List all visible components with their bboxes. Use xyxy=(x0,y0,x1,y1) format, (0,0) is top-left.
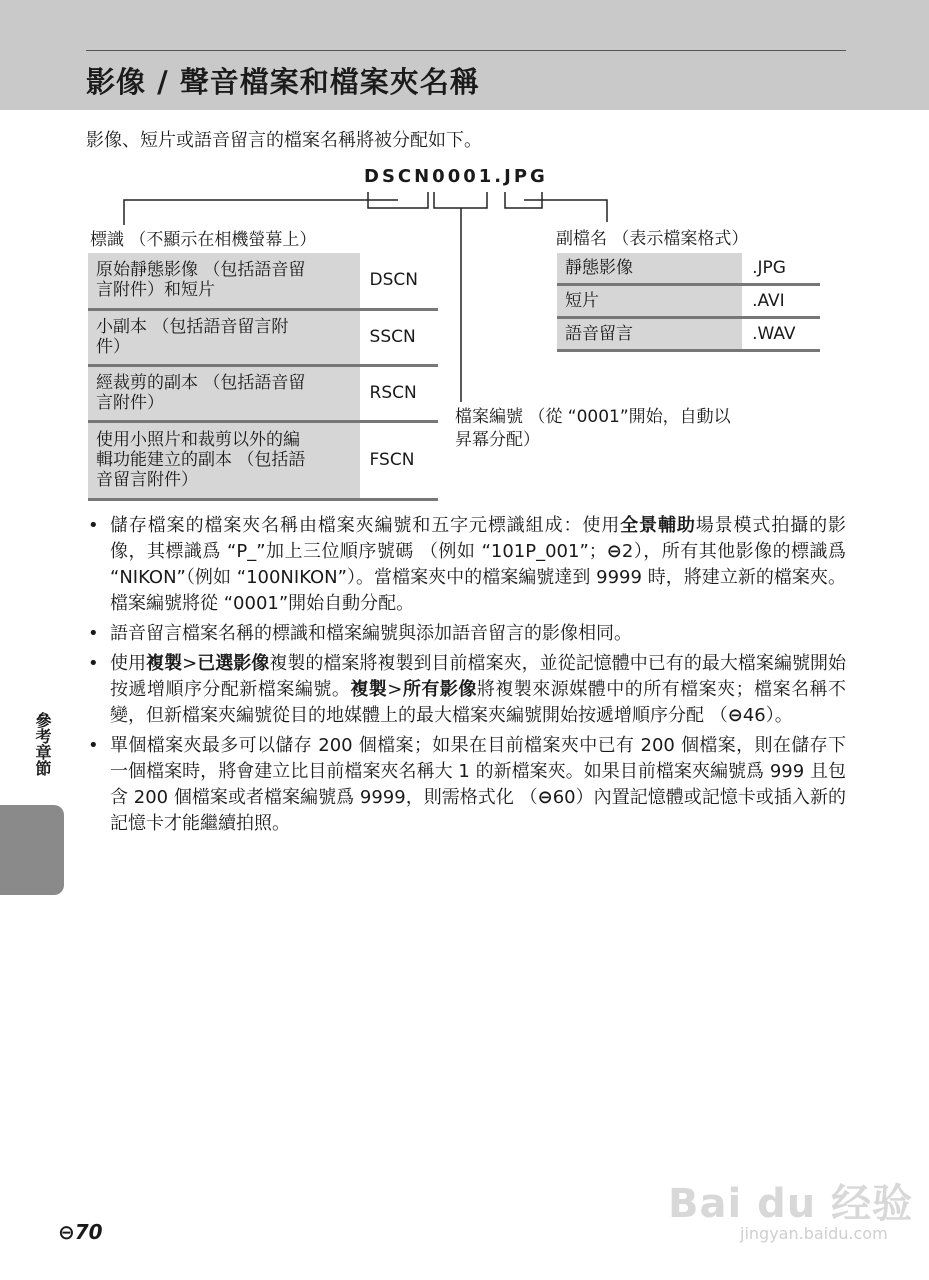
extension-value: .AVI xyxy=(743,285,820,318)
table-row xyxy=(557,253,820,285)
extension-value: .JPG xyxy=(743,253,820,285)
reference-icon: ⊖ xyxy=(727,705,743,726)
text: 將複製來源媒體中的所有檔案夾；檔案名稱不變，但新檔案夾編號從目的地媒體上的最大檔案夾編號開始按遞增順序分配 （ xyxy=(110,679,847,726)
reference-icon: ⊖ xyxy=(606,541,622,562)
reference-icon: ⊖ xyxy=(537,787,553,808)
extension-type: 靜態影像 xyxy=(557,253,743,285)
identifier-desc xyxy=(88,421,361,499)
separator: > xyxy=(387,679,403,700)
text: 2），所有其他影像的標識爲 “NIKON”（例如 “100NIKON”）。當檔案夾中的檔案編號達到 9999 時，將建立新的檔案夾。檔案編號將從 “0001”開始自動分配。 xyxy=(110,541,847,614)
identifier-label: 標識 （不顯示在相機螢幕上） xyxy=(90,230,317,250)
page-title: 影像 / 聲音檔案和檔案夾名稱 xyxy=(86,65,480,99)
text: 60）內置記憶體或記憶卡或插入新的記憶卡才能繼續拍照。 xyxy=(110,787,846,834)
identifier-code: DSCN xyxy=(361,253,438,309)
desc-line: 原始靜態影像 （包括語音留 xyxy=(96,260,306,281)
desc-line: 經裁剪的副本 （包括語音留 xyxy=(96,373,306,393)
file-number-label-line1: 檔案編號 （從 “0001”開始，自動以 xyxy=(455,407,731,427)
text: 複製的檔案將複製到目前檔案夾，並從記憶體中已有的最大檔案編號開始按遞增順序分配新檔案編號。 xyxy=(110,653,847,700)
menu-term: 全景輔助 xyxy=(620,515,696,536)
identifier-code: SSCN xyxy=(361,309,438,365)
list-item xyxy=(86,513,846,617)
notes-list xyxy=(86,513,846,841)
identifier-table xyxy=(88,253,438,501)
menu-term: 所有影像 xyxy=(402,679,477,700)
file-number-label-line2: 昇冪分配） xyxy=(455,430,540,450)
text: 儲存檔案的檔案夾名稱由檔案夾編號和五字元標識組成：使用 xyxy=(110,515,621,536)
watermark-brand: Bai du 经验 xyxy=(668,1181,914,1227)
menu-term: 已選影像 xyxy=(197,653,270,674)
separator: > xyxy=(182,653,198,674)
number-bracket xyxy=(434,192,487,208)
desc-line: 使用小照片和裁剪以外的編 xyxy=(96,430,300,450)
identifier-desc xyxy=(88,309,361,365)
extension-type: 短片 xyxy=(557,285,743,318)
desc-line: 言附件）和短片 xyxy=(96,280,215,301)
extension-value: .WAV xyxy=(743,318,820,351)
desc-line: 輯功能建立的副本 （包括語 xyxy=(96,450,306,470)
identifier-code: FSCN xyxy=(361,421,438,499)
desc-line: 言附件） xyxy=(96,393,164,413)
table-row xyxy=(88,253,438,309)
side-tab xyxy=(0,805,64,895)
extension-table xyxy=(557,253,820,352)
table-row xyxy=(88,421,438,499)
text: 單個檔案夾最多可以儲存 200 個檔案；如果在目前檔案夾中已有 200 個檔案，則在儲存下一個檔案時，將會建立比目前檔案夾名稱大 1 的新檔案夾。如果目前檔案夾編號爲 999 且包含 200 個檔案或者檔案編號爲 9999，則需格式化 （ xyxy=(110,735,846,808)
menu-term: 複製 xyxy=(146,653,183,674)
desc-line: 小副本 （包括語音留言附 xyxy=(96,317,289,337)
text: 使用 xyxy=(110,653,147,674)
list-item xyxy=(86,733,846,837)
list-item xyxy=(86,621,846,647)
intro-text: 影像、短片或語音留言的檔案名稱將被分配如下。 xyxy=(86,130,482,151)
reference-icon: ⊖ xyxy=(58,1220,75,1244)
identifier-desc xyxy=(88,253,361,309)
desc-line: 音留言附件） xyxy=(96,470,198,490)
text: 46）。 xyxy=(742,705,793,726)
extension-type: 語音留言 xyxy=(557,318,743,351)
table-row xyxy=(557,285,820,318)
desc-line: 件） xyxy=(96,337,130,357)
table-row xyxy=(88,309,438,365)
side-tab-label: 參考章節 xyxy=(33,712,52,776)
extension-label: 副檔名 （表示檔案格式） xyxy=(556,229,749,249)
text: 語音留言檔案名稱的標識和檔案編號與添加語音留言的影像相同。 xyxy=(110,623,632,644)
page-number-value: 70 xyxy=(74,1220,103,1244)
identifier-desc xyxy=(88,365,361,421)
file-number-label xyxy=(455,406,731,452)
page-number xyxy=(58,1220,103,1244)
table-row xyxy=(88,365,438,421)
extension-connector xyxy=(524,200,607,222)
menu-term: 複製 xyxy=(350,679,388,700)
example-filename: DSCN0001.JPG xyxy=(364,166,548,187)
identifier-code: RSCN xyxy=(361,365,438,421)
table-row xyxy=(557,318,820,351)
identifier-connector xyxy=(124,200,398,225)
list-item xyxy=(86,651,846,729)
watermark-url: jingyan.baidu.com xyxy=(740,1224,888,1243)
text: 場景模式拍攝的影像，其標識爲 “P_”加上三位順序號碼 （例如 “101P_001”； xyxy=(110,515,847,562)
